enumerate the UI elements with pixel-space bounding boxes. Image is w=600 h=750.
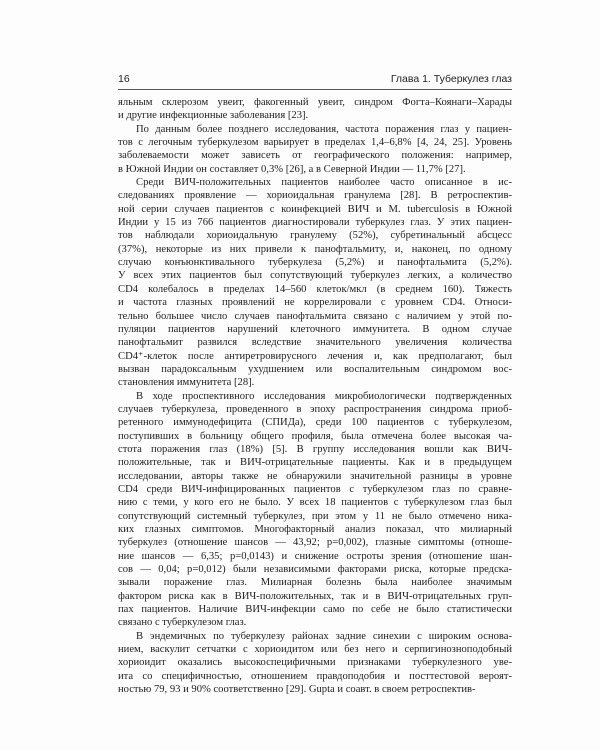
text-line: случаев туберкулеза, проведенного в эпоху распространения синдрома приоб-	[118, 403, 512, 415]
paragraph	[118, 96, 512, 123]
text-line: ние шансов — 6,35; p=0,0143) и снижение остроты зрения (отношение шан-	[118, 550, 512, 562]
text-line: тов наблюдали хориоидальную гранулему (52%), субретинальный абсцесс	[118, 230, 512, 242]
text-line: ретенного иммунодефицита (СПИДа), среди 100 пациентов с туберкулезом,	[118, 417, 512, 429]
text-line: сов — 0,04; p=0,012) были независимыми факторами риска, которые предска-	[118, 564, 512, 576]
paragraph	[118, 390, 512, 630]
text-line: ких глазных симптомов. Многофакторный анализ показал, что милиарный	[118, 524, 512, 535]
text-line: заболеваемости может зависеть от географического положения: например,	[118, 150, 512, 162]
text-line: (37%), некоторые из них привели к панофтальмиту, и, наконец, по одному	[118, 243, 512, 255]
text-line: CD4⁺-клеток после антиретровирусного лечения и, как предполагают, был	[118, 350, 512, 362]
text-line: пуляции пациентов нарушений клеточного иммунитета. В одном случае	[118, 323, 512, 335]
text-line: тельно большее число случаев панофтальмита связано с наличием у этой по-	[118, 310, 512, 322]
text-line: исследовании, авторы также не обнаружили значительной разницы в уровне	[118, 470, 512, 482]
paragraph	[118, 123, 512, 176]
header-rule	[118, 89, 512, 90]
text-line: По данным более позднего исследования, частота поражения глаз у пациен-	[136, 123, 512, 135]
text-line: В ходе проспективного исследования микробиологически подтвержденных	[136, 390, 512, 402]
text-line: ностью 79, 93 и 90% соответственно [29]. Gupta и соавт. в своем ретроспектив-	[118, 684, 476, 696]
text-line: тов с легочным туберкулезом варьирует в пределах 1,4–6,8% [4, 24, 25]. Уровень	[118, 137, 512, 149]
text-line: У всех этих пациентов был сопутствующий туберкулез легких, а количество	[118, 270, 512, 282]
text-line: вызван парадоксальным ухудшением или воспалительным синдромом вос-	[118, 363, 512, 375]
text-line: и другие инфекционные заболевания [23].	[118, 110, 309, 122]
text-line: нием, васкулит сетчатки с хориоидитом или без него и серпигинозноподобный	[118, 644, 512, 656]
text-line: пах пациентов. Наличие ВИЧ-инфекции само по себе не было статистически	[118, 604, 512, 616]
text-line: следованиях проявление — хориоидальная гранулема [28]. В ретроспектив-	[118, 190, 512, 202]
text-line: поступивших в больницу общего профиля, была отмечена более высокая ча-	[118, 430, 512, 442]
text-line: положительные, так и ВИЧ-отрицательные пациенты. Как и в предыдущем	[118, 457, 512, 469]
text-line: Среди ВИЧ-положительных пациентов наиболее часто описанное в ис-	[136, 177, 512, 189]
body-text	[118, 96, 512, 696]
text-line: нию с теми, у кого его не было. У всех 18 пациентов с туберкулезом глаз был	[118, 497, 512, 509]
paragraph	[118, 630, 512, 697]
text-line: сопутствующий системный туберкулез, при этом у 11 не было отмечено ника-	[118, 510, 512, 522]
text-line: связано с туберкулезом глаз.	[118, 617, 247, 629]
text-line: яльным склерозом увеит, факогенный увеит, синдром Фогта–Коянаги–Харады	[118, 97, 512, 108]
text-line: Индии у 15 из 766 пациентов диагностировали туберкулез глаз. У этих пациен-	[118, 217, 512, 229]
text-line: случаю конъюнктивального туберкулеза (5,2%) и панофтальмита (5,2%).	[118, 257, 512, 269]
paragraph	[118, 176, 512, 390]
chapter-title: Глава 1. Туберкулез глаз	[390, 73, 512, 85]
text-line: и частота глазных проявлений не коррелировали с уровнем CD4. Относи-	[118, 297, 512, 309]
text-line: становления иммунитета [28].	[118, 377, 255, 389]
text-line: хориоидит оказались высокоспецифичными признаками туберкулезного уве-	[118, 657, 512, 669]
text-line: зывали поражение глаз. Милиарная болезнь была наиболее значимым	[118, 577, 512, 589]
text-line: CD4 колебалось в пределах 14–560 клеток/мкл (в среднем 160). Тяжесть	[118, 283, 512, 295]
text-line: ита со специфичностью, отношением правдоподобия и посттестовой вероят-	[118, 670, 512, 682]
text-line: стота поражения глаз (18%) [5]. В группу исследования вошли как ВИЧ-	[118, 443, 512, 455]
text-line: CD4 среди ВИЧ-инфицированных пациентов с туберкулезом глаз по сравне-	[118, 483, 512, 495]
text-line: панофтальмит развился вследствие значительного увеличения количества	[118, 337, 512, 349]
text-line: в Южной Индии он составляет 0,3% [26], а в Северной Индии — 11,7% [27].	[118, 163, 466, 175]
text-line: фактором риска как в ВИЧ-положительных, так и в ВИЧ-отрицательных груп-	[118, 590, 512, 602]
text-line: ной серии случаев пациентов с коинфекцией ВИЧ и M. tuberculosis в Южной	[118, 203, 512, 215]
text-line: туберкулез (отношение шансов — 43,92; p=0,002), глазные симптомы (отноше-	[118, 537, 512, 549]
text-line: В эндемичных по туберкулезу районах задние синехии с широким основа-	[136, 630, 512, 642]
page-number: 16	[118, 73, 130, 85]
